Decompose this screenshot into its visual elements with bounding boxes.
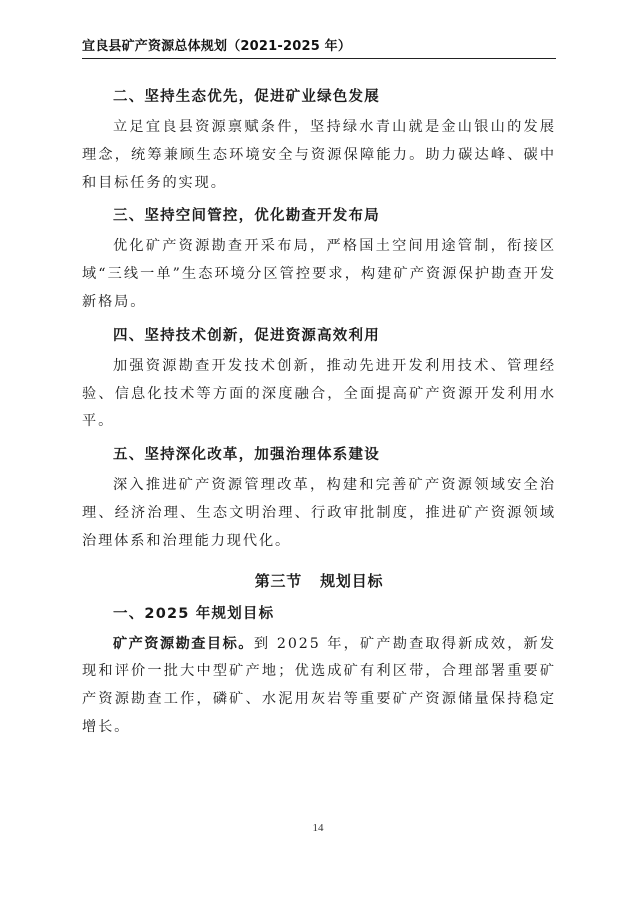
principle-heading-2: 二、坚持生态优先，促进矿业绿色发展 <box>113 89 380 105</box>
principle-body-2: 立足宜良县资源禀赋条件，坚持绿水青山就是金山银山的发展理念，统筹兼顾生态环境安全与资源保障能力。助力碳达峰、碳中和目标任务的实现。 <box>82 119 556 191</box>
principle-heading-5: 五、坚持深化改革，加强治理体系建设 <box>113 447 380 464</box>
section-name: 规划目标 <box>320 571 384 590</box>
principle-heading-3: 三、坚持空间管控，优化勘查开发布局 <box>113 208 380 225</box>
subsection-heading: 一、2025 年规划目标 <box>113 605 275 622</box>
section-number: 第三节 <box>254 571 303 590</box>
principle-body-4: 加强资源勘查开发技术创新，推动先进开发利用技术、管理经验、信息化技术等方面的深度融合，全面提高矿产资源开发利用水平。 <box>82 357 556 430</box>
page-number: 14 <box>312 822 324 834</box>
principle-body-3: 优化矿产资源勘查开采布局，严格国土空间用途管制，衔接区域“三线一单”生态环境分区管控要求，构建矿产资源保护勘查开发新格局。 <box>82 238 556 310</box>
subsection-body <box>82 631 556 742</box>
header-rule <box>82 58 556 59</box>
principle-heading-4: 四、坚持技术创新，促进资源高效利用 <box>113 327 380 344</box>
page-content <box>82 84 556 742</box>
principle-body-5: 深入推进矿产资源管理改革，构建和完善矿产资源领域安全治理、经济治理、生态文明治理、行政审批制度，推进矿产资源领域治理体系和治理能力现代化。 <box>82 477 556 549</box>
section-title <box>82 567 556 595</box>
subsection-lead: 矿产资源勘查目标。 <box>113 635 254 652</box>
subsection-text: 到 2025 年，矿产勘查取得新成效，新发现和评价一批大中型矿产地；优选成矿有利区带，合理部署重要矿产资源勘查工作，磷矿、水泥用灰岩等重要矿产资源储量保持稳定增长。 <box>82 635 556 735</box>
running-header: 宜良县矿产资源总体规划（2021-2025 年） <box>82 39 352 54</box>
